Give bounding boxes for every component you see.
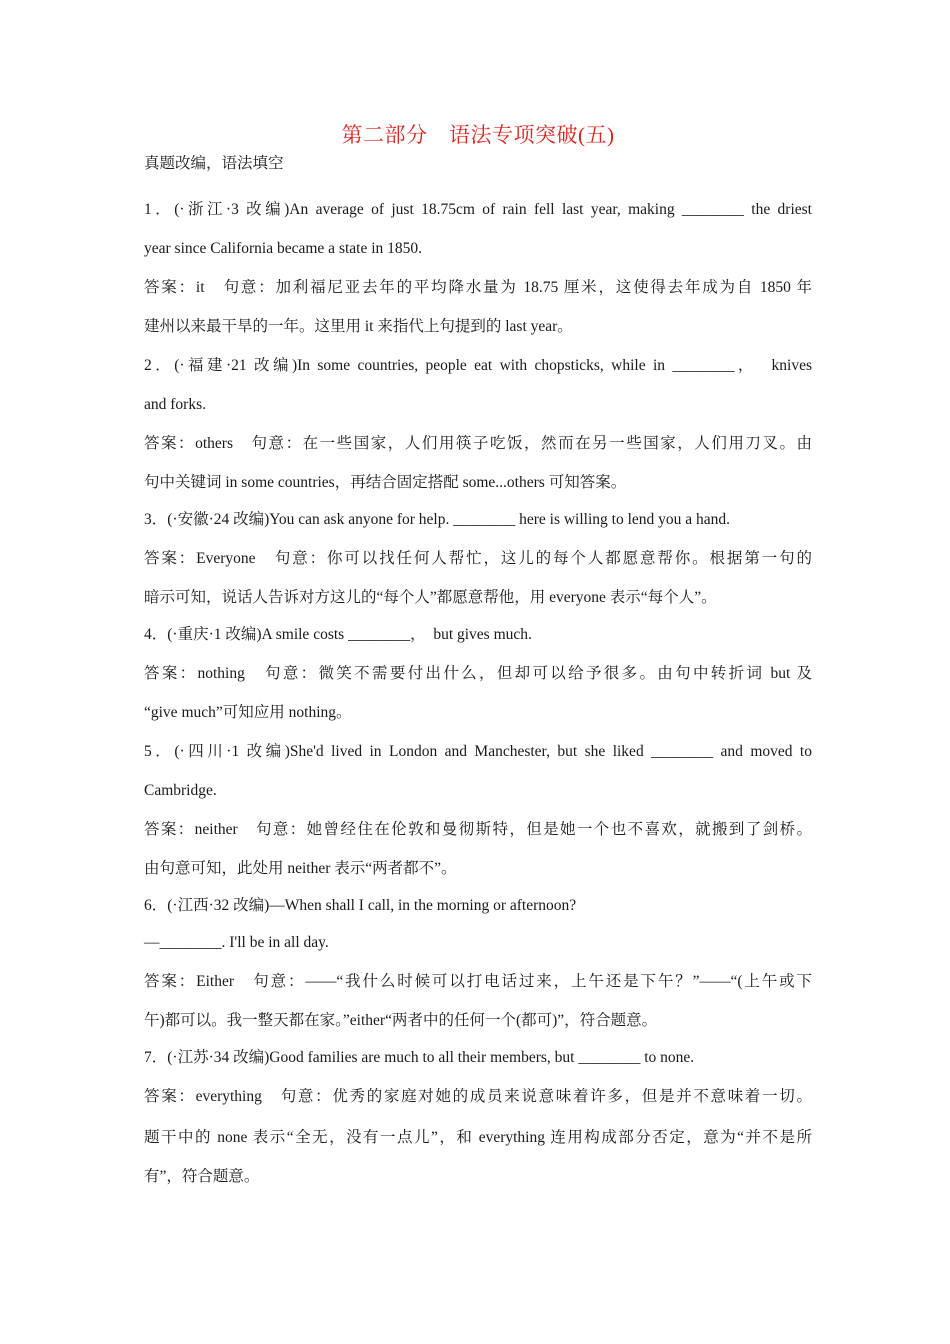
exercise-item-7	[144, 1039, 812, 1195]
question-line: 7．(·江苏·34 改编)Good families are much to all their members, but ________ to none.	[144, 1049, 695, 1066]
answer-line: 建州以来最干旱的一年。这里用 it 来指代上句提到的 last year。	[144, 318, 573, 335]
answer-line: 有”，符合题意。	[144, 1168, 260, 1185]
answer-line: 答案：others 句意：在一些国家，人们用筷子吃饭，然而在另一些国家，人们用刀叉。由	[144, 435, 812, 452]
answer-line: 答案：neither 句意：她曾经住在伦敦和曼彻斯特，但是她一个也不喜欢，就搬到了剑桥。	[144, 821, 812, 838]
exercise-item-6	[144, 887, 812, 1039]
question-line: 1．(·浙江·3 改编)An average of just 18.75cm of rain fell last year, making ________ the driest	[144, 201, 812, 218]
answer-line: “give much”可知应用 nothing。	[144, 704, 352, 721]
question-line: 6．(·江西·32 改编)—When shall I call, in the morning or afternoon?	[144, 897, 577, 914]
page-title: 第二部分 语法专项突破(五)	[341, 123, 615, 147]
section-subtitle: 真题改编，语法填空	[144, 155, 284, 172]
answer-line: 午)都可以。我一整天都在家。”either“两者中的任何一个(都可)”，符合题意。	[144, 1012, 658, 1029]
answer-line: 答案：Everyone 句意：你可以找任何人帮忙，这儿的每个人都愿意帮你。根据第一句的	[144, 550, 812, 567]
question-line: —________. I'll be in all day.	[144, 934, 329, 951]
question-line: 3．(·安徽·24 改编)You can ask anyone for help. ________ here is willing to lend you a hand.	[144, 511, 731, 528]
question-line: 5．(·四川·1 改编)She'd lived in London and Manchester, but she liked ________ and moved to	[144, 743, 812, 760]
answer-line: 答案：everything 句意：优秀的家庭对她的成员来说意味着许多，但是并不意味着一切。	[144, 1088, 812, 1105]
question-line: Cambridge.	[144, 782, 217, 799]
exercise-item-3	[144, 501, 812, 616]
answer-line: 答案：Either 句意：——“我什么时候可以打电话过来，上午还是下午？”——“(上午或下	[144, 973, 812, 990]
answer-line: 暗示可知，说话人告诉对方这儿的“每个人”都愿意帮他，用 everyone 表示“每个人”。	[144, 589, 717, 606]
exercise-item-5	[144, 731, 812, 887]
exercise-item-2	[144, 345, 812, 501]
answer-line: 由句意可知，此处用 neither 表示“两者都不”。	[144, 860, 457, 877]
answer-line: 答案：it 句意：加利福尼亚去年的平均降水量为 18.75 厘米，这使得去年成为自 1850 年	[144, 279, 812, 296]
exercise-item-4	[144, 616, 812, 731]
answer-line: 句中关键词 in some countries，再结合固定搭配 some...others 可知答案。	[144, 474, 627, 491]
document-page	[144, 118, 812, 1195]
answer-line: 题干中的 none 表示“全无，没有一点儿”，和 everything 连用构成部分否定，意为“并不是所	[144, 1129, 812, 1146]
question-line: 4．(·重庆·1 改编)A smile costs ________， but gives much.	[144, 626, 532, 643]
exercise-item-1	[144, 189, 812, 345]
question-line: 2．(·福建·21 改编)In some countries, people eat with chopsticks, while in ________， knives	[144, 357, 812, 374]
answer-line: 答案：nothing 句意：微笑不需要付出什么，但却可以给予很多。由句中转折词 but 及	[144, 665, 812, 682]
question-line: and forks.	[144, 396, 206, 413]
question-line: year since California became a state in 1850.	[144, 240, 423, 257]
